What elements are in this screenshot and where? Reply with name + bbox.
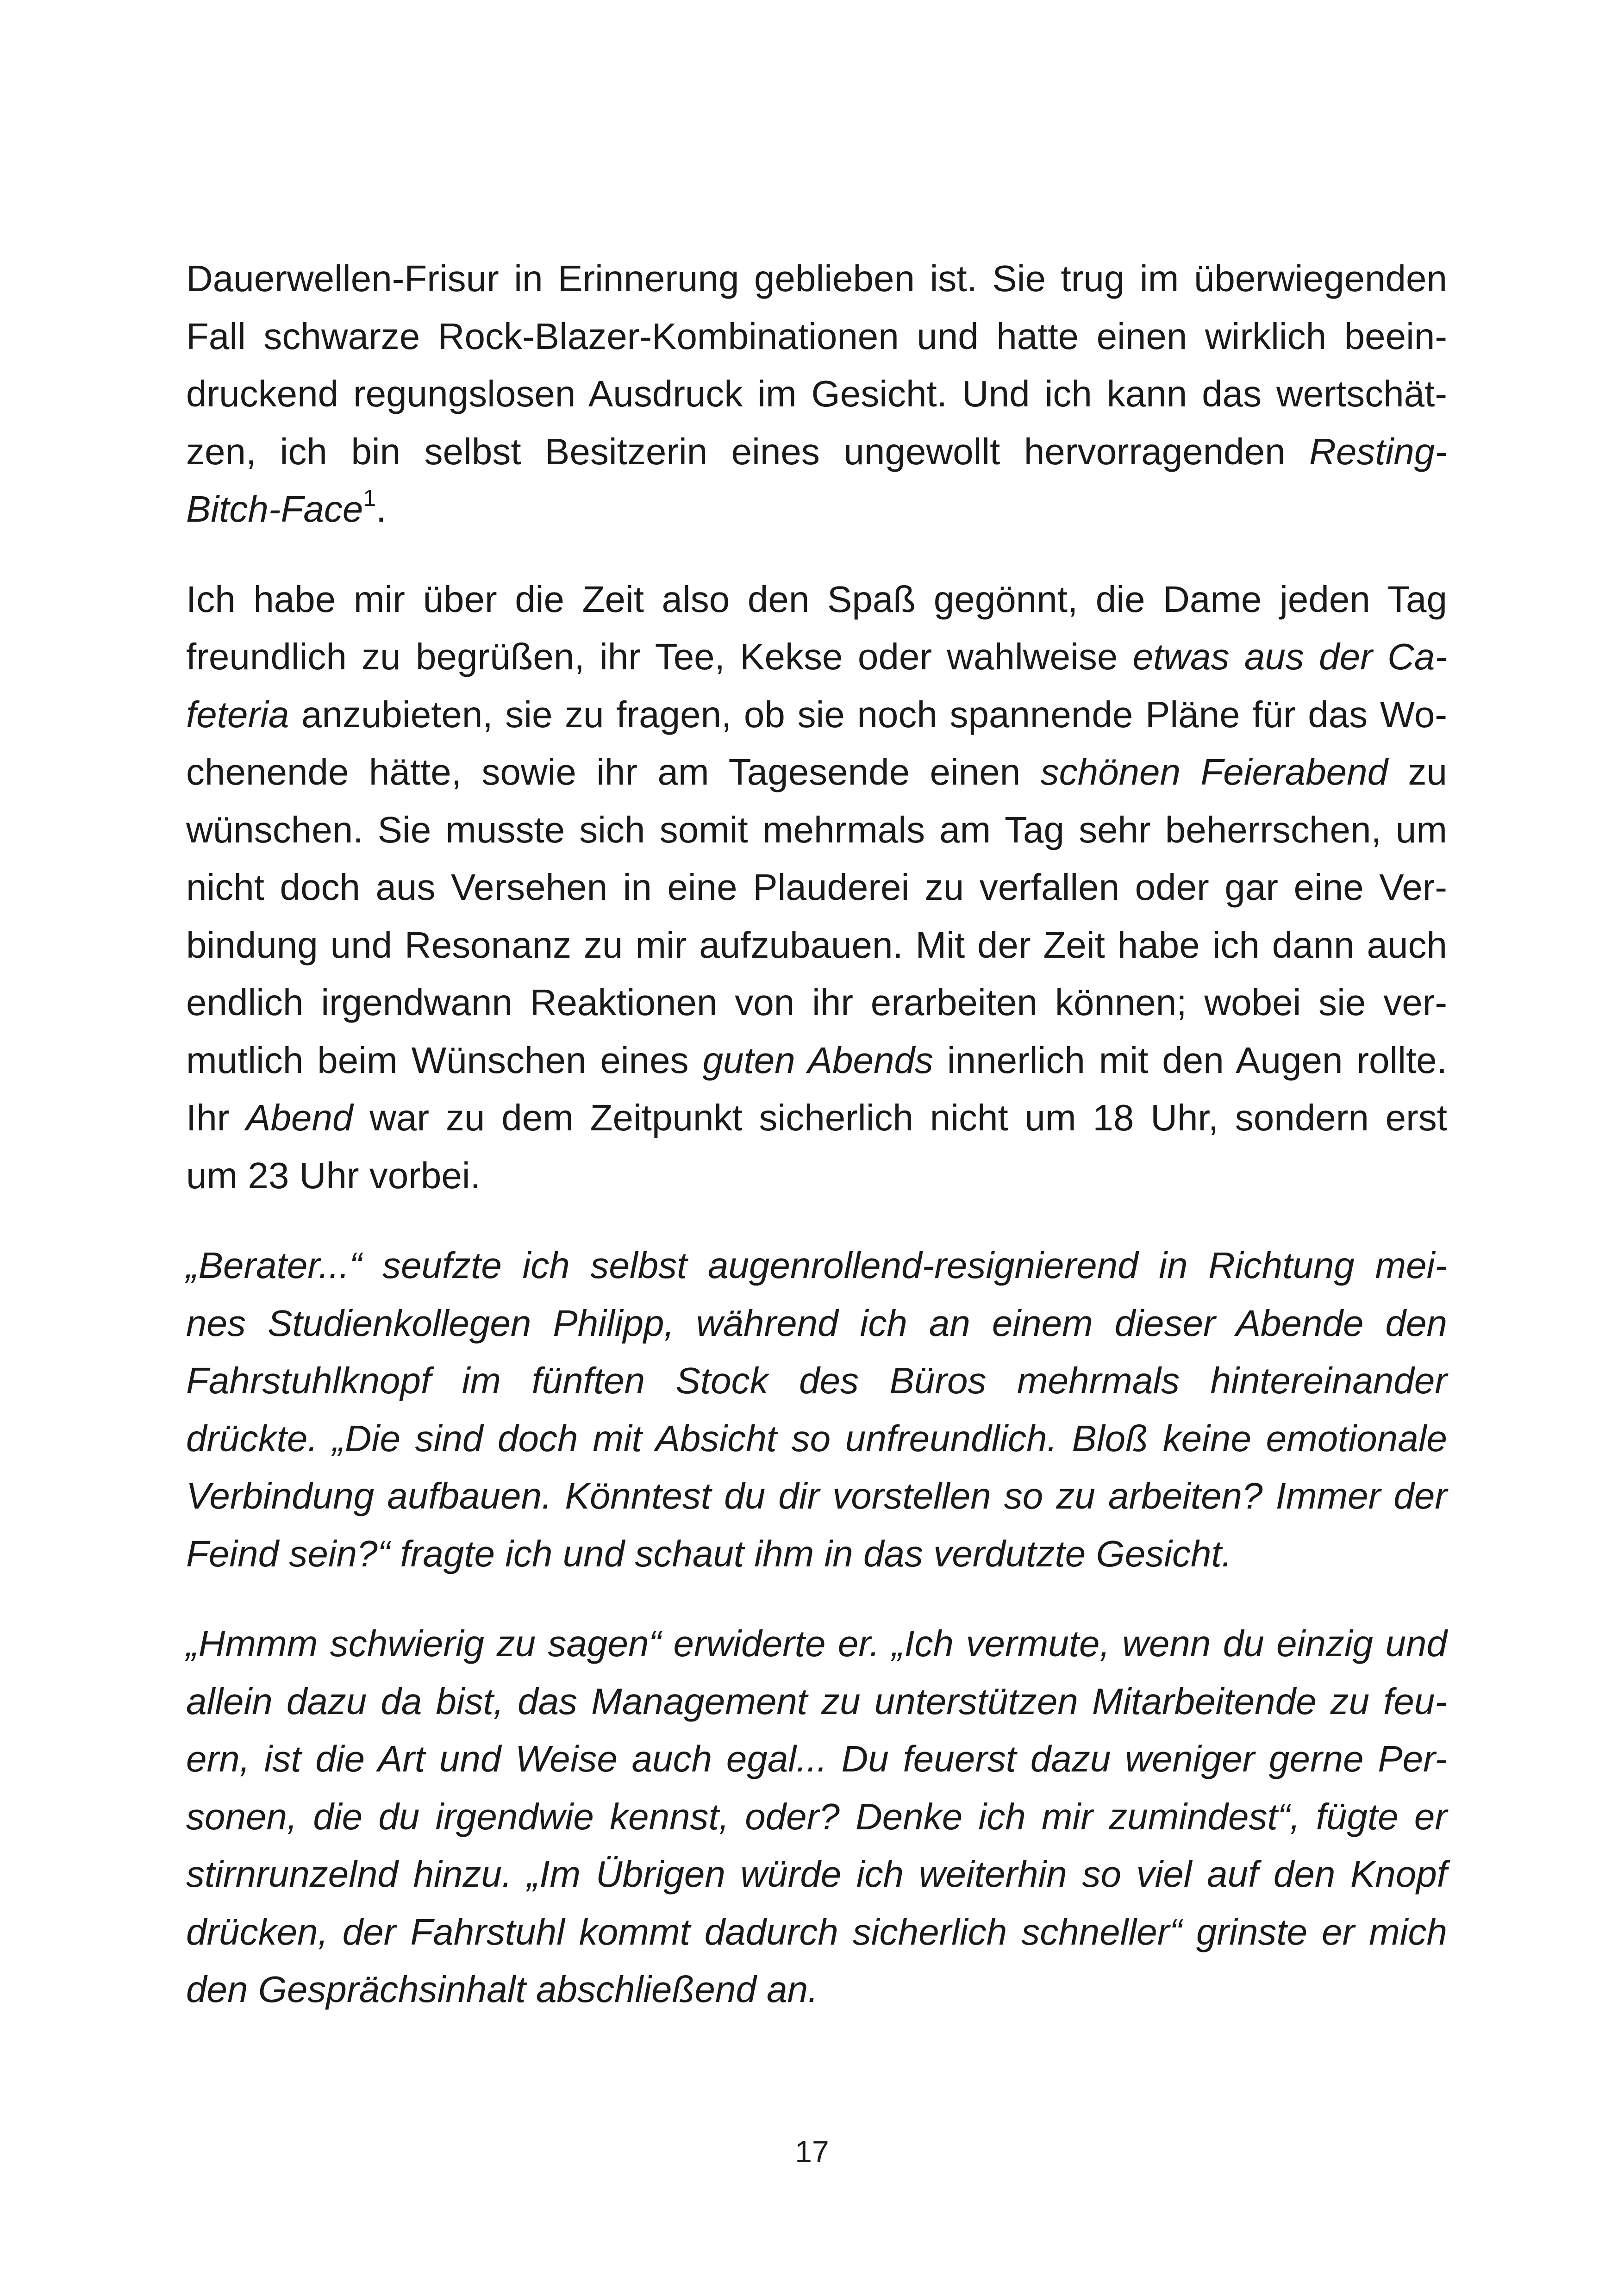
text-run: wünschen. Sie musste sich somit mehrmals am Tag sehr beherrschen, um: [186, 809, 1447, 850]
emphasized-text: guten Abends: [702, 1039, 934, 1081]
text-run: freundlich zu begrüßen, ihr Tee, Kekse oder wahlweise: [186, 636, 1133, 677]
text-run: innerlich mit den Augen rollte.: [933, 1039, 1448, 1081]
text-line: [186, 743, 1447, 801]
text-line: [186, 628, 1447, 686]
text-run: Verbindung aufbauen. Könntest du dir vorstellen so zu arbeiten? Immer der: [186, 1475, 1447, 1516]
text-line: [186, 1525, 1447, 1583]
text-line: [186, 1032, 1447, 1090]
text-run: chenende hätte, sowie ihr am Tagesende einen: [186, 751, 1041, 792]
text-run: allein dazu da bist, das Management zu unterstützen Mitarbeitende zu feu-: [186, 1680, 1447, 1722]
paragraph: [186, 250, 1447, 538]
text-run: Feind sein?“ fragte ich und schaut ihm in das verdutzte Gesicht.: [186, 1533, 1232, 1574]
text-line: [186, 1089, 1447, 1147]
text-run: drückte. „Die sind doch mit Absicht so unfreundlich. Bloß keine emotionale: [186, 1417, 1447, 1459]
text-run: bindung und Resonanz zu mir aufzubauen. Mit der Zeit habe ich dann auch: [186, 924, 1447, 966]
text-line: [186, 308, 1447, 366]
text-run: druckend regungslosen Ausdruck im Gesicht. Und ich kann das wertschät-: [186, 373, 1447, 414]
text-run: um 23 Uhr vorbei.: [186, 1154, 481, 1196]
text-run: war zu dem Zeitpunkt sicherlich nicht um 18 Uhr, sondern erst: [353, 1097, 1447, 1138]
text-line: [186, 1295, 1447, 1353]
emphasized-text: Bitch-Face: [186, 488, 363, 530]
text-line: [186, 480, 1447, 538]
text-run: nicht doch aus Versehen in eine Plauderei zu verfallen oder gar eine Ver-: [186, 867, 1447, 908]
paragraph: [186, 1237, 1447, 1583]
emphasized-text: Resting-: [1309, 430, 1447, 472]
text-line: [186, 1237, 1447, 1295]
text-run: Fahrstuhlknopf im fünften Stock des Büros mehrmals hintereinander: [186, 1360, 1447, 1401]
text-line: [186, 974, 1447, 1032]
text-run: anzubieten, sie zu fragen, ob sie noch spannende Pläne für das Wo-: [289, 693, 1447, 735]
text-run: Ihr: [186, 1097, 246, 1138]
page-number: 17: [795, 2134, 829, 2169]
text-line: [186, 250, 1447, 308]
emphasized-text: Abend: [246, 1097, 353, 1138]
text-run: nes Studienkollegen Philipp, während ich an einem dieser Abende den: [186, 1302, 1447, 1344]
text-line: [186, 1961, 1447, 2019]
text-line: [186, 1147, 1447, 1205]
text-line: [186, 1903, 1447, 1961]
paragraph: [186, 1615, 1447, 2019]
text-run: „Hmmm schwierig zu sagen“ erwiderte er. „Ich vermute, wenn du einzig und: [186, 1623, 1447, 1664]
text-line: [186, 859, 1447, 917]
text-line: [186, 917, 1447, 974]
text-run: zu: [1388, 751, 1448, 792]
text-line: [186, 571, 1447, 629]
paragraph: [186, 571, 1447, 1205]
text-run: ern, ist die Art und Weise auch egal... Du feuerst dazu weniger gerne Per-: [186, 1738, 1447, 1779]
text-line: [186, 1788, 1447, 1846]
text-line: [186, 1410, 1447, 1468]
footnote-marker: 1: [363, 485, 376, 511]
body-text: [186, 250, 1447, 2051]
text-run: zen, ich bin selbst Besitzerin eines ungewollt hervorragenden: [186, 430, 1310, 472]
text-run: Ich habe mir über die Zeit also den Spaß gegönnt, die Dame jeden Tag: [186, 578, 1447, 620]
text-run: den Gesprächsinhalt abschließend an.: [186, 1969, 818, 2010]
text-line: [186, 423, 1447, 481]
text-run: drücken, der Fahrstuhl kommt dadurch sicherlich schneller“ grinste er mich: [186, 1911, 1447, 1952]
text-run: .: [376, 488, 387, 530]
text-line: [186, 1467, 1447, 1525]
text-run: endlich irgendwann Reaktionen von ihr erarbeiten können; wobei sie ver-: [186, 982, 1447, 1023]
text-run: mutlich beim Wünschen eines: [186, 1039, 703, 1081]
text-run: „Berater...“ seufzte ich selbst augenrollend-resignierend in Richtung mei-: [186, 1245, 1447, 1286]
text-line: [186, 1352, 1447, 1410]
text-line: [186, 1673, 1447, 1731]
text-line: [186, 1615, 1447, 1673]
emphasized-text: feteria: [186, 693, 289, 735]
text-line: [186, 365, 1447, 423]
text-run: Dauerwellen-Frisur in Erinnerung geblieben ist. Sie trug im überwiegenden: [186, 258, 1447, 299]
text-line: [186, 1846, 1447, 1903]
text-run: Fall schwarze Rock-Blazer-Kombinationen und hatte einen wirklich beein-: [186, 315, 1447, 357]
text-run: stirnrunzelnd hinzu. „Im Übrigen würde ich weiterhin so viel auf den Knopf: [186, 1853, 1447, 1895]
text-line: [186, 1730, 1447, 1788]
emphasized-text: etwas aus der Ca-: [1132, 636, 1447, 677]
text-run: sonen, die du irgendwie kennst, oder? Denke ich mir zumindest“, fügte er: [186, 1796, 1447, 1837]
text-line: [186, 686, 1447, 744]
text-line: [186, 801, 1447, 859]
emphasized-text: schönen Feierabend: [1040, 751, 1388, 792]
